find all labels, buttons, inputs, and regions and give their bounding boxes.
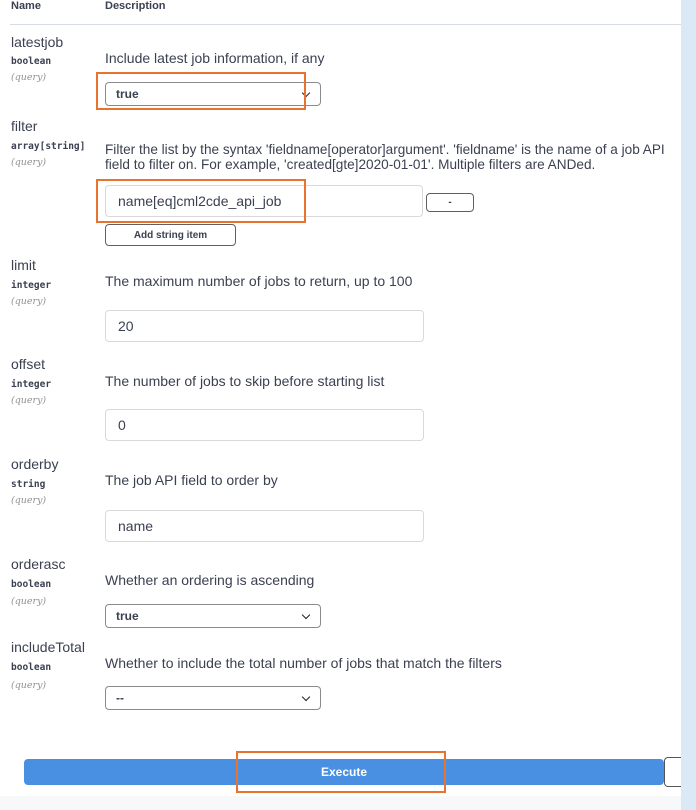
param-description-filter: Filter the list by the syntax 'fieldname[operator]argument'. 'fieldname' is the name of a job API field to filter on. For example, 'created[gte]2020-01-01'. Multiple filters are ANDed. — [105, 142, 665, 172]
header-divider — [10, 24, 681, 25]
param-name-limit: limit — [11, 257, 36, 273]
param-in-limit: (query) — [11, 296, 47, 307]
offset-input[interactable] — [105, 409, 424, 441]
param-type-offset: integer — [11, 379, 52, 390]
right-edge-background — [681, 0, 696, 810]
param-name-offset: offset — [11, 356, 45, 372]
remove-item-button[interactable]: - — [426, 193, 474, 212]
latestjob-select[interactable] — [105, 82, 321, 106]
param-in-orderasc: (query) — [11, 596, 47, 607]
param-name-orderasc: orderasc — [11, 556, 66, 572]
limit-value: 20 — [118, 318, 134, 334]
orderby-input[interactable] — [105, 510, 424, 542]
param-in-orderby: (query) — [11, 495, 47, 506]
limit-input[interactable] — [105, 310, 424, 342]
column-header-description: Description — [105, 0, 166, 12]
param-description-orderasc: Whether an ordering is ascending — [105, 572, 315, 588]
param-type-includetotal: boolean — [11, 662, 52, 673]
param-in-filter: (query) — [11, 157, 47, 168]
filter-item-value: name[eq]cml2cde_api_job — [118, 193, 282, 209]
param-in-includetotal: (query) — [11, 680, 47, 691]
param-type-orderasc: boolean — [11, 579, 52, 590]
filter-item-input[interactable] — [105, 185, 423, 217]
param-description-orderby: The job API field to order by — [105, 472, 278, 488]
add-string-item-button[interactable]: Add string item — [105, 224, 236, 246]
clear-button[interactable] — [664, 757, 681, 787]
param-description-offset: The number of jobs to skip before starting list — [105, 373, 385, 389]
chevron-down-icon — [302, 694, 310, 702]
param-description-latestjob: Include latest job information, if any — [105, 50, 325, 66]
param-name-includetotal: includeTotal — [11, 639, 85, 655]
orderasc-select-value: true — [116, 609, 139, 623]
param-type-filter: array[string] — [11, 141, 86, 152]
param-description-limit: The maximum number of jobs to return, up to 100 — [105, 273, 413, 289]
param-in-offset: (query) — [11, 395, 47, 406]
execute-button[interactable]: Execute — [24, 759, 664, 785]
column-header-name: Name — [11, 0, 41, 12]
offset-value: 0 — [118, 417, 126, 433]
chevron-down-icon — [302, 612, 310, 620]
param-description-includetotal: Whether to include the total number of jobs that match the filters — [105, 655, 502, 671]
orderby-value: name — [118, 518, 154, 534]
bottom-edge — [0, 796, 681, 810]
latestjob-select-value: true — [116, 87, 139, 101]
param-type-orderby: string — [11, 479, 46, 490]
param-name-orderby: orderby — [11, 456, 59, 472]
param-type-limit: integer — [11, 280, 52, 291]
includetotal-select-value: -- — [116, 691, 124, 705]
param-name-latestjob: latestjob — [11, 34, 64, 50]
param-name-filter: filter — [11, 118, 38, 134]
param-in-latestjob: (query) — [11, 72, 47, 83]
chevron-down-icon — [302, 90, 310, 98]
orderasc-select[interactable] — [105, 604, 321, 628]
param-type-latestjob: boolean — [11, 56, 52, 67]
includetotal-select[interactable] — [105, 686, 321, 710]
